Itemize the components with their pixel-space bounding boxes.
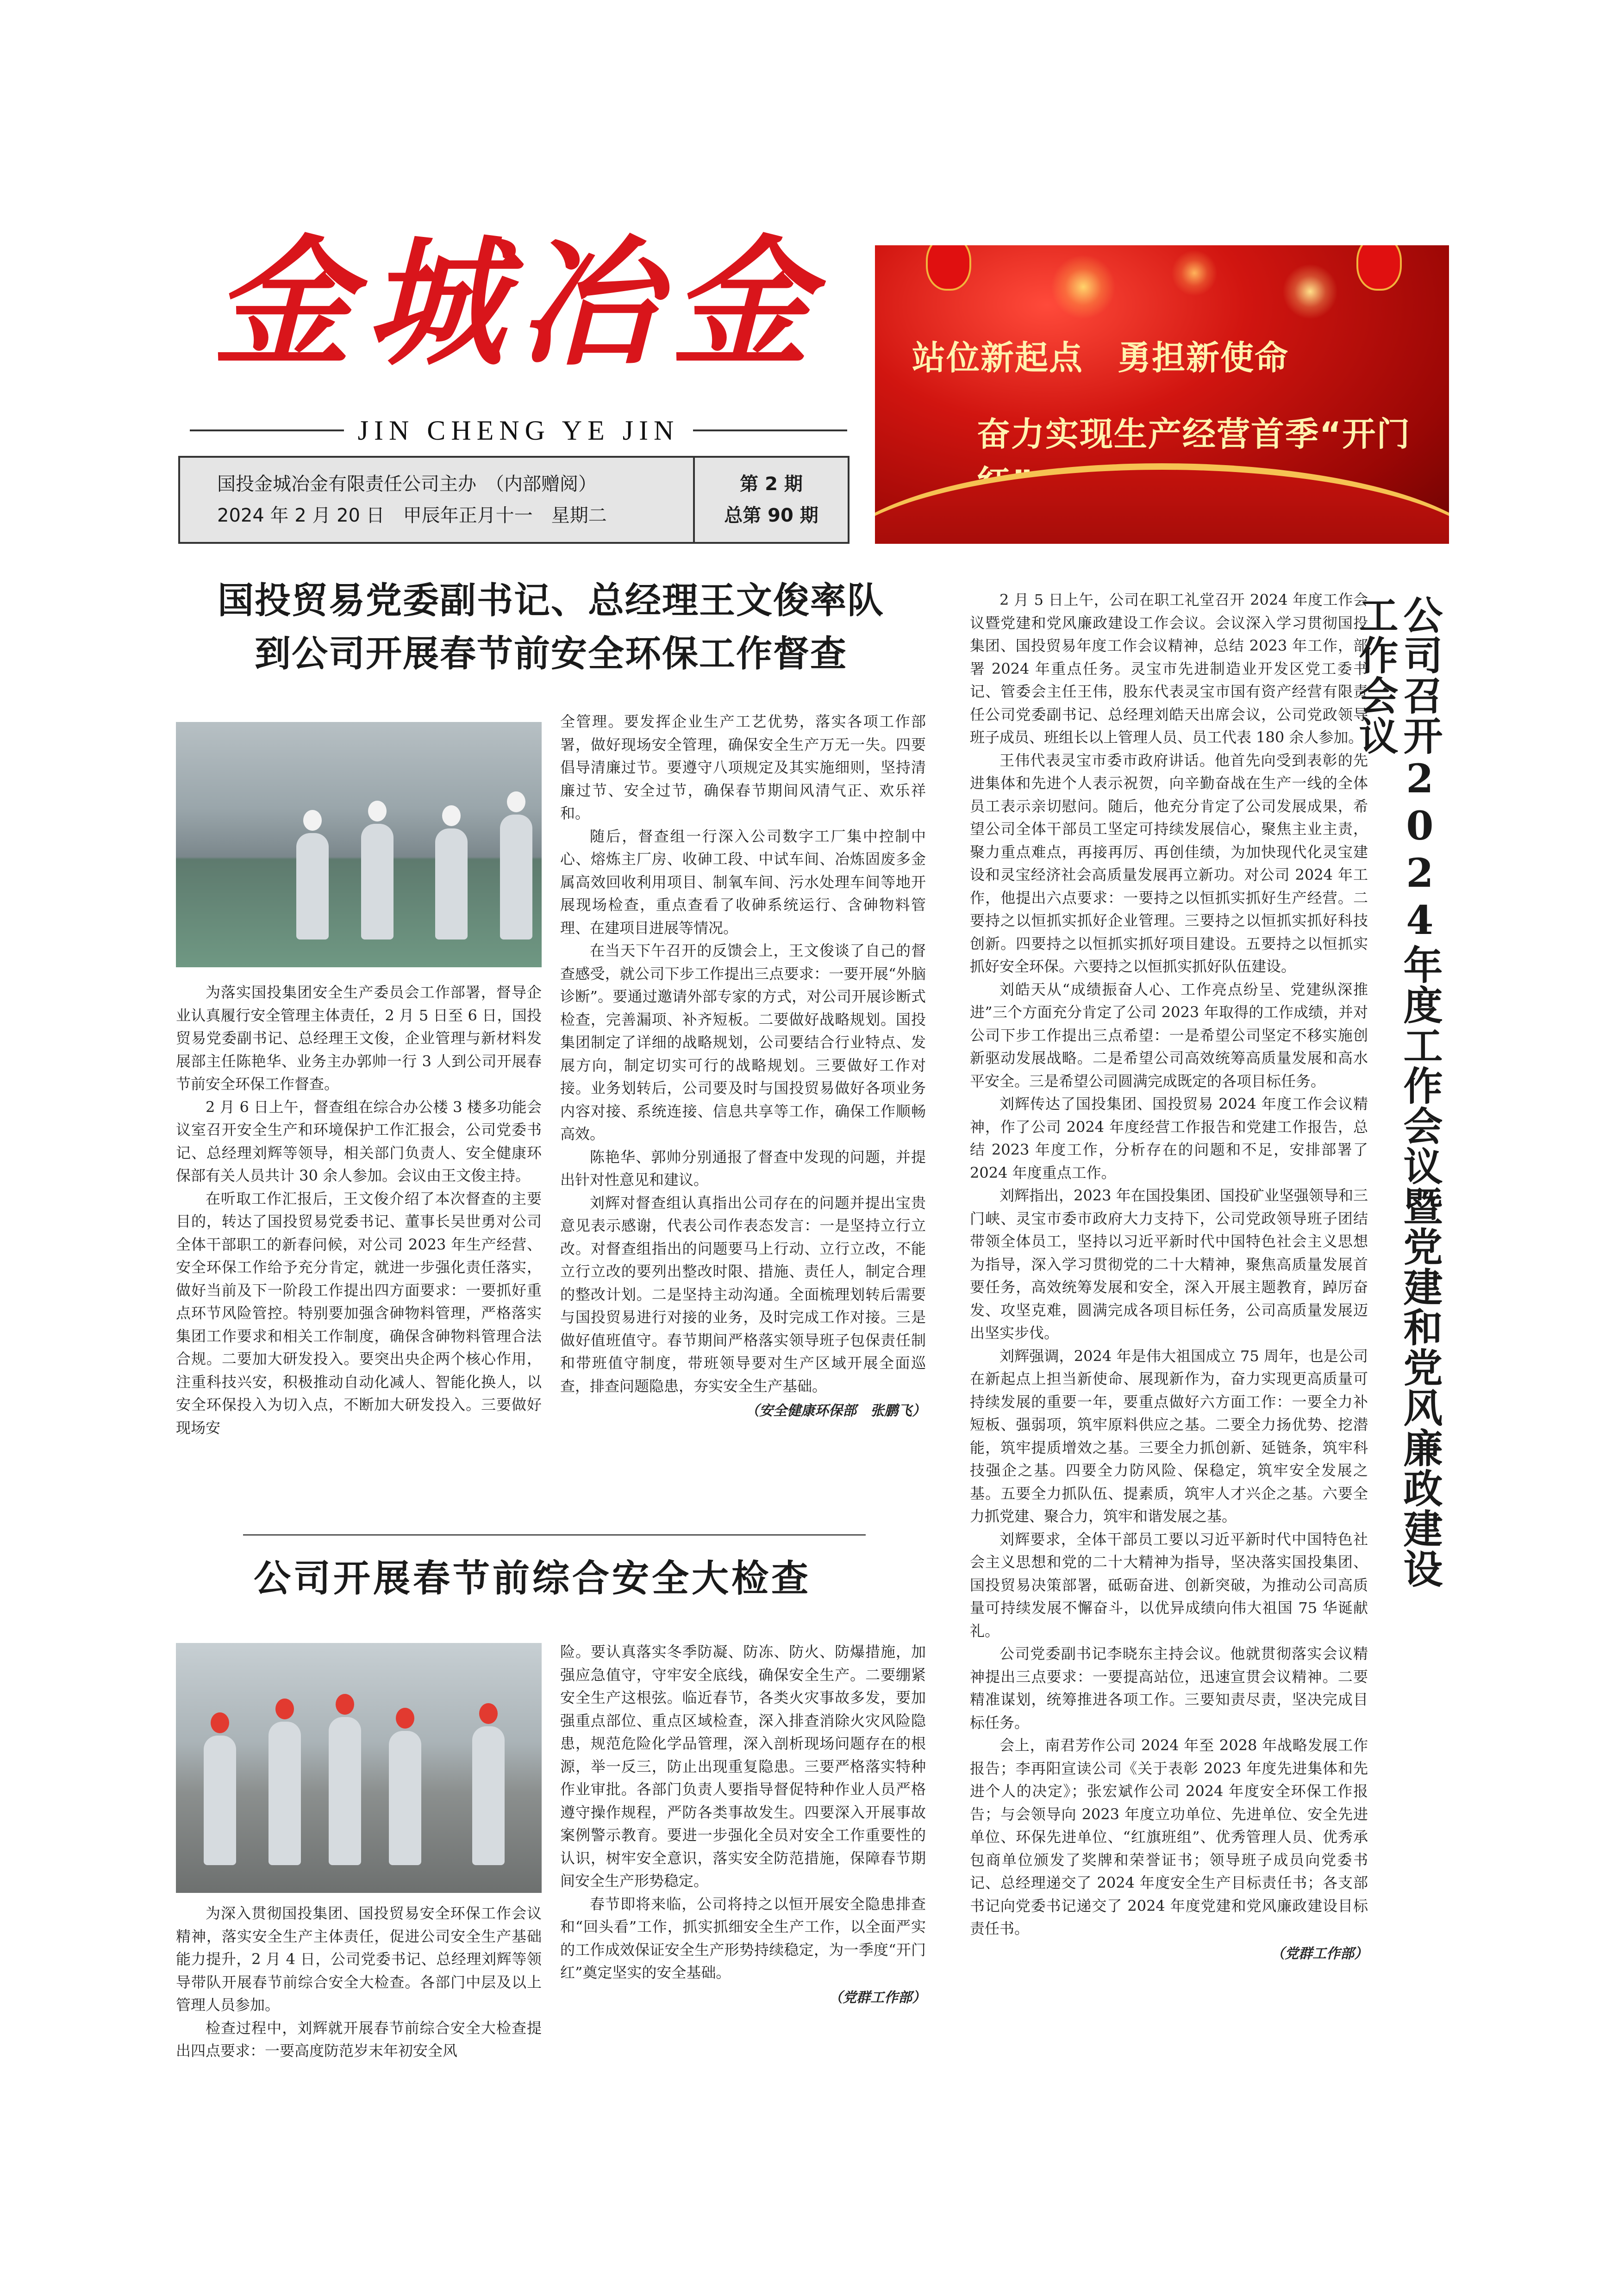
inspection-photo bbox=[176, 722, 542, 967]
publisher-line: 国投金城冶金有限责任公司主办 （内部赠阅） bbox=[217, 473, 597, 495]
paragraph: 检查过程中，刘辉就开展春节前综合安全大检查提出四点要求：一要高度防范岁末年初安全风 bbox=[176, 2019, 542, 2060]
article3-signature: （党群工作部） bbox=[1271, 1945, 1368, 1962]
article3-body bbox=[970, 589, 1368, 1965]
paragraph: 为落实国投集团安全生产委员会工作部署，督导企业认真履行安全管理主体责任，2 月 5 日至 6 日，国投贸易党委副书记、总经理王文俊，企业管理与新材料发展部主任陈艳华、业务主办郭帅一行 3 人到公司开展春节前安全环保工作督查。 bbox=[176, 983, 542, 1093]
paragraph: 刘辉指出，2023 年在国投集团、国投矿业坚强领导和三门峡、灵宝市委市政府大力支持下，公司党政领导班子团结带领全体员工，坚持以习近平新时代中国特色社会主义思想为指导，深入学习贯彻党的二十大精神，聚焦高质量发展首要任务，高效统筹发展和安全，深入开展主题教育，踔厉奋发、攻坚克难，圆满完成各项目标任务，公司高质量发展迈出坚实步伐。 bbox=[970, 1187, 1368, 1342]
date-line: 2024 年 2 月 20 日 甲辰年正月十一 星期二 bbox=[217, 505, 607, 526]
paragraph: 刘辉传达了国投集团、国投贸易 2024 年度工作会议精神，作了公司 2024 年度经营工作报告和党建工作报告，总结 2023 年度工作，分析存在的问题和不足，安排部署了 2024 年度重点工作。 bbox=[970, 1095, 1368, 1182]
article2-headline: 公司开展春节前综合安全大检查 bbox=[254, 1556, 811, 1600]
masthead-pinyin: JIN CHENG YE JIN bbox=[357, 415, 680, 446]
article1-column-2 bbox=[560, 710, 926, 1423]
paragraph: 公司党委副书记李晓东主持会议。他就贯彻落实会议精神提出三点要求：一要提高站位，迅速宣贯会议精神。二要精准谋划，统筹推进各项工作。三要知责尽责，坚决完成目标任务。 bbox=[970, 1645, 1368, 1731]
article1-headline-line1: 国投贸易党委副书记、总经理王文俊率队 bbox=[217, 579, 884, 622]
divider bbox=[693, 429, 847, 431]
article2-column-1 bbox=[176, 1902, 542, 2063]
firework-icon bbox=[1171, 250, 1218, 296]
firework-icon bbox=[1282, 264, 1338, 319]
article1-headline bbox=[185, 574, 917, 680]
article2-signature: （党群工作部） bbox=[829, 1989, 926, 2006]
paragraph: 王伟代表灵宝市委市政府讲话。他首先向受到表彰的先进集体和先进个人表示祝贺，向辛勤奋战在生产一线的全体员工表示亲切慰问。随后，他充分肯定了公司发展成果，希望公司全体干部员工坚定可持续发展信心，聚焦主业主责，聚力重点难点，再接再厉、再创佳绩，为加快现代化灵宝建设和灵宝经济社会高质量发展再立新功。对公司 2024 年工作，他提出六点要求：一要持之以恒抓实抓好生产经营。二要持之以恒抓实抓好企业管理。三要持之以恒抓实抓好科技创新。四要持之以恒抓实抓好项目建设。五要持之以恒抓实抓好安全环保。六要持之以恒抓实抓好队伍建设。 bbox=[970, 751, 1368, 975]
paragraph: 陈艳华、郭帅分别通报了督查中发现的问题，并提出针对性意见和建议。 bbox=[560, 1148, 926, 1188]
banner-slogan-1: 站位新起点 勇担新使命 bbox=[912, 338, 1289, 377]
masthead-pinyin-row bbox=[190, 414, 847, 447]
paragraph: 2 月 5 日上午，公司在职工礼堂召开 2024 年度工作会议暨党建和党风廉政建设工作会议。会议深入学习贯彻国投集团、国投贸易年度工作会议精神，总结 2023 年工作，部署 2024 年重点任务。灵宝市先进制造业开发区党工委书记、管委会主任王伟，股东代表灵宝市国有资产经营有限责任公司党委副书记、总经理刘皓天出席会议，公司党政领导班子成员、班组长以上管理人员、员工代表 180 余人参加。 bbox=[970, 591, 1368, 746]
article1-signature: （安全健康环保部 张鹏飞） bbox=[745, 1403, 926, 1419]
paragraph: 险。要认真落实冬季防凝、防冻、防火、防爆措施，加强应急值守，守牢安全底线，确保安全生产。二要绷紧安全生产这根弦。临近春节，各类火灾事故多发，要加强重点部位、重点区域检查，深入排查消除火灾风险隐患，规范危险化学品管理，深入剖析现场问题存在的根源，举一反三，防止出现重复隐患。三要严格落实特种作业审批。各部门负责人要指导督促特种作业人员严格遵守操作规程，严防各类事故发生。四要深入开展事故案例警示教育。要进一步强化全员对安全工作重要性的认识，树牢安全意识，落实安全防范措施，保障春节期间安全生产形势稳定。 bbox=[560, 1643, 926, 1890]
article2-column-2 bbox=[560, 1641, 926, 2009]
paragraph: 为深入贯彻国投集团、国投贸易安全环保工作会议精神，落实安全生产主体责任，促进公司安全生产基础能力提升，2 月 4 日，公司党委书记、总经理刘辉等领导带队开展春节前综合安全大检查。各部门中层及以上管理人员参加。 bbox=[176, 1904, 542, 2014]
divider bbox=[190, 429, 344, 431]
divider bbox=[243, 1534, 866, 1536]
article1-column-1 bbox=[176, 981, 542, 1439]
masthead-title: 金城冶金 bbox=[213, 221, 824, 385]
paragraph: 在当天下午召开的反馈会上，王文俊谈了自己的督查感受，就公司下步工作提出三点要求：一要开展“外脑诊断”。要通过邀请外部专家的方式，对公司开展诊断式检查，完善漏项、补齐短板。二要做好战略规划。国投集团制定了详细的战略规划，公司要结合行业特点、发展方向，制定切实可行的战略规划。三要做好工作对接。业务划转后，公司要及时与国投贸易做好各项业务内容对接、系统连接、信息共享等工作，确保工作顺畅高效。 bbox=[560, 942, 926, 1143]
paragraph: 会上，南君芳作公司 2024 年至 2028 年战略发展工作报告；李再阳宣读公司《关于表彰 2023 年度先进集体和先进个人的决定》；张宏斌作公司 2024 年度安全环保工作报告；与会领导向 2023 年度立功单位、先进单位、安全先进单位、环保先进单位、“红旗班组”、优秀管理人员、优秀承包商单位颁发了奖牌和荣誉证书；领导班子成员向党委书记、总经理递交了 2024 年度安全生产目标责任书；各支部书记向党委书记递交了 2024 年度党建和党风廉政建设目标责任书。 bbox=[970, 1736, 1368, 1937]
paragraph: 刘皓天从“成绩振奋人心、工作亮点纷呈、党建纵深推进”三个方面充分肯定了公司 2023 年取得的工作成绩，并对公司下步工作提出三点希望：一是希望公司坚定不移实施创新驱动发展战略。二是希望公司高效统筹高质量发展和高水平安全。三是希望公司圆满完成既定的各项目标任务。 bbox=[970, 980, 1368, 1090]
paragraph: 刘辉要求，全体干部员工要以习近平新时代中国特色社会主义思想和党的二十大精神为指导，坚决落实国投集团、国投贸易决策部署，砥砺奋进、创新突破，为推动公司高质量可持续发展不懈奋斗，以优异成绩向伟大祖国 75 华诞献礼。 bbox=[970, 1530, 1368, 1640]
article3-vertical-headline: 公司召开2024年度工作会议暨党建和党风廉政建设工作会议 bbox=[1352, 595, 1443, 1589]
paragraph: 刘辉强调，2024 年是伟大祖国成立 75 周年，也是公司在新起点上担当新使命、展现新作为，奋力实现更高质量可持续发展的重要一年，要重点做好六方面工作：一要全力补短板、强弱项，筑牢原料供应之基。二要全力扬优势、挖潜能，筑牢提质增效之基。三要全力抓创新、延链条，筑牢科技强企之基。四要全力防风险、保稳定，筑牢安全发展之基。五要全力抓队伍、提素质，筑牢人才兴企之基。六要全力抓党建、聚合力，筑牢和谐发展之基。 bbox=[970, 1347, 1368, 1525]
firework-icon bbox=[1051, 255, 1116, 319]
festival-banner bbox=[875, 245, 1449, 544]
paragraph: 在听取工作汇报后，王文俊介绍了本次督查的主要目的，转达了国投贸易党委书记、董事长吴世勇对公司全体干部职工的新春问候，对公司 2023 年生产经营、安全环保工作给予充分肯定，就进一步强化责任落实，做好当前及下一阶段工作提出四方面要求：一要抓好重点环节风险管控。特别要加强含砷物料管理，严格落实集团工作要求和相关工作制度，确保含砷物料管理合法合规。二要加大研发投入。要突出央企两个核心作用，注重科技兴安，积极推动自动化减人、智能化换人，以安全环保投入为切入点，不断加大研发投入。三要做好现场安 bbox=[176, 1189, 542, 1437]
lantern-icon bbox=[1356, 245, 1402, 291]
paragraph: 刘辉对督查组认真指出公司存在的问题并提出宝贵意见表示感谢，代表公司作表态发言：一是坚持立行立改。对督查组指出的问题要马上行动、立行立改，不能立行立改的要列出整改时限、措施、责任人，制定合理的整改计划。二是坚持主动沟通。全面梳理划转后需要与国投贸易进行对接的业务，及时完成工作对接。三是做好值班值守。春节期间严格落实领导班子包保责任制和带班值守制度，带班领导要对生产区域开展全面巡查，排查问题隐患，夯实安全生产基础。 bbox=[560, 1194, 926, 1395]
lantern-icon bbox=[926, 245, 971, 291]
paragraph: 全管理。要发挥企业生产工艺优势，落实各项工作部署，做好现场安全管理，确保安全生产万无一失。四要倡导清廉过节。要遵守八项规定及其实施细则，坚持清廉过节、安全过节，确保春节期间风清气正、欢乐祥和。 bbox=[560, 713, 926, 822]
issue-number: 第 2 期 bbox=[740, 473, 803, 495]
paragraph: 随后，督查组一行深入公司数字工厂集中控制中心、熔炼主厂房、收砷工段、中试车间、冶炼固废多金属高效回收利用项目、制氧车间、污水处理车间等地开展现场检查，重点查看了收砷系统运行、含砷物料管理、在建项目进展等情况。 bbox=[560, 827, 926, 937]
total-issue-number: 总第 90 期 bbox=[724, 505, 818, 526]
article1-headline-line2: 到公司开展春节前安全环保工作督查 bbox=[254, 633, 847, 675]
safety-check-photo bbox=[176, 1643, 542, 1893]
issue-info-box bbox=[178, 456, 849, 544]
paragraph: 春节即将来临，公司将持之以恒开展安全隐患排查和“回头看”工作，抓实抓细安全生产工作，以全面严实的工作成效保证安全生产形势持续稳定，为一季度“开门红”奠定坚实的安全基础。 bbox=[560, 1895, 926, 1981]
banner-slogan-2: 奋力实现生产经营首季“开门 bbox=[977, 415, 1411, 454]
paragraph: 2 月 6 日上午，督查组在综合办公楼 3 楼多功能会议室召开安全生产和环境保护工作汇报会，公司党委书记、总经理刘辉等领导，相关部门负责人、安全健康环保部有关人员共计 30 余人参加。会议由王文俊主持。 bbox=[176, 1098, 542, 1184]
